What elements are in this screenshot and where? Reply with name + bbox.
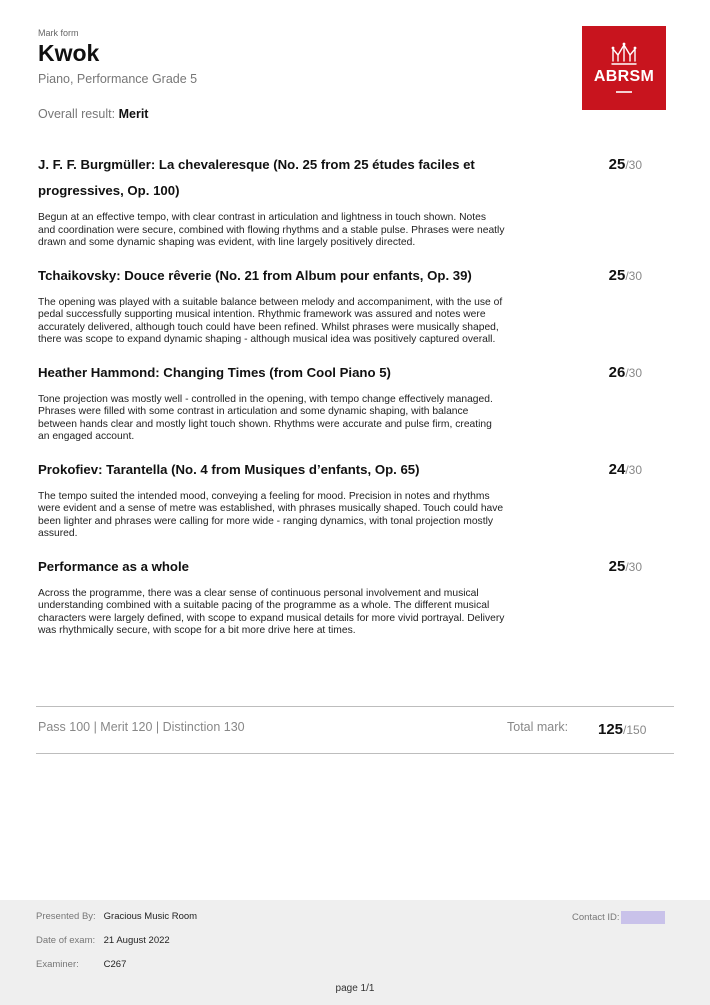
contact-id xyxy=(572,911,665,924)
piece-title: J. F. F. Burgmüller: La chevaleresque (No. 25 from 25 études faciles et progressives, Op. 100) xyxy=(38,157,475,198)
total-mark-label: Total mark: xyxy=(507,720,569,734)
logo-text: ABRSM xyxy=(593,68,655,85)
footer xyxy=(0,900,710,1005)
piece-title: Prokofiev: Tarantella (No. 4 from Musiques d’enfants, Op. 65) xyxy=(38,461,420,477)
exam-subject: Piano, Performance Grade 5 xyxy=(38,72,198,86)
examiner-value: C267 xyxy=(103,959,127,970)
overall-result-label: Overall result: xyxy=(38,107,116,121)
presented-by-value: Gracious Music Room xyxy=(103,911,198,922)
totals-bar xyxy=(36,706,674,754)
piece-mark xyxy=(609,558,642,575)
examiner-row xyxy=(36,959,126,970)
exam-date-value: 21 August 2022 xyxy=(103,935,170,946)
piece-title: Heather Hammond: Changing Times (from Cool Piano 5) xyxy=(38,364,391,380)
overall-result xyxy=(38,107,148,121)
total-mark xyxy=(598,721,646,738)
exam-date-row xyxy=(36,935,170,946)
piece-item xyxy=(38,263,642,347)
contact-id-label: Contact ID: xyxy=(572,912,620,924)
mark-out-of: /30 xyxy=(625,268,642,283)
exam-date-label: Date of exam: xyxy=(36,935,96,946)
piece-mark xyxy=(609,461,642,478)
mark-out-of: /30 xyxy=(625,365,642,380)
piece-mark xyxy=(609,364,642,381)
presented-by-label: Presented By: xyxy=(36,911,96,922)
mark-value: 26 xyxy=(608,363,626,381)
mark-value: 25 xyxy=(608,156,626,173)
mark-out-of: /30 xyxy=(625,158,642,172)
piece-comment: The tempo suited the intended mood, conveying a feeling for mood. Precision in notes and rhythms were evident and a sense of metre was established, with phrases musically shaped. Touch could have been lighter and phrases were calling for more wide - ranging dynamics, with tonal projection mostly assured. xyxy=(38,490,504,539)
mark-value: 25 xyxy=(608,557,626,575)
piece-mark xyxy=(609,267,642,284)
total-mark-out-of: /150 xyxy=(623,723,647,737)
mark-value: 24 xyxy=(608,460,626,478)
mark-out-of: /30 xyxy=(625,462,642,477)
presented-by-row xyxy=(36,911,197,922)
examiner-label: Examiner: xyxy=(36,959,79,970)
piece-comment: Begun at an effective tempo, with clear contrast in articulation and lightness in touch shown. Notes and coordination were secure, combined with flowing rhythms and a stable pulse. Phrases were neatly drawn and some dynamic shaping was evident, with line largely positively directed. xyxy=(38,212,505,248)
piece-title: Performance as a whole xyxy=(38,558,189,574)
grade-thresholds: Pass 100 | Merit 120 | Distinction 130 xyxy=(38,720,245,734)
candidate-name: Kwok xyxy=(38,40,100,66)
piece-comment: Tone projection was mostly well - controlled in the opening, with tempo change effectively managed. Phrases were filled with some contrast in articulation and some dynamic shaping, with balance between hands clear and mostly light touch shown. Rhythms were accurate and pulse firm, creating an engaged account. xyxy=(38,393,493,442)
piece-comment: Across the programme, there was a clear sense of continuous personal involvement and musical understanding combined with a suitable pacing of the programme as a whole. The different musical characters were largely defined, with scope to expand musical details for more vivid portrayal. Delivery was rhythmically secure, with scope for a bit more drive here at times. xyxy=(38,587,505,636)
page-number: page 1/1 xyxy=(335,983,375,994)
mark-value: 25 xyxy=(608,266,626,284)
piece-item xyxy=(38,457,642,541)
abrsm-logo xyxy=(582,26,666,110)
pieces-list xyxy=(38,152,642,651)
mark-out-of: /30 xyxy=(625,559,642,574)
contact-id-redacted xyxy=(621,911,665,924)
piece-comment: The opening was played with a suitable balance between melody and accompaniment, with the use of pedal successfully supporting musical intention. Rhythmic framework was assured and notes were accurately delivered, although touch could have been refined. Whilst phrases were musically shaped, there was scope to expand dynamic shaping - although musical idea was positively captured overall. xyxy=(38,296,503,345)
piece-item xyxy=(38,152,642,250)
total-mark-value: 125 xyxy=(598,721,624,738)
piece-item xyxy=(38,360,642,444)
piece-title: Tchaikovsky: Douce rêverie (No. 21 from Album pour enfants, Op. 39) xyxy=(38,267,472,283)
piece-item xyxy=(38,554,642,638)
form-label: Mark form xyxy=(38,28,79,38)
overall-result-value: Merit xyxy=(118,107,149,121)
piece-mark xyxy=(609,156,642,173)
